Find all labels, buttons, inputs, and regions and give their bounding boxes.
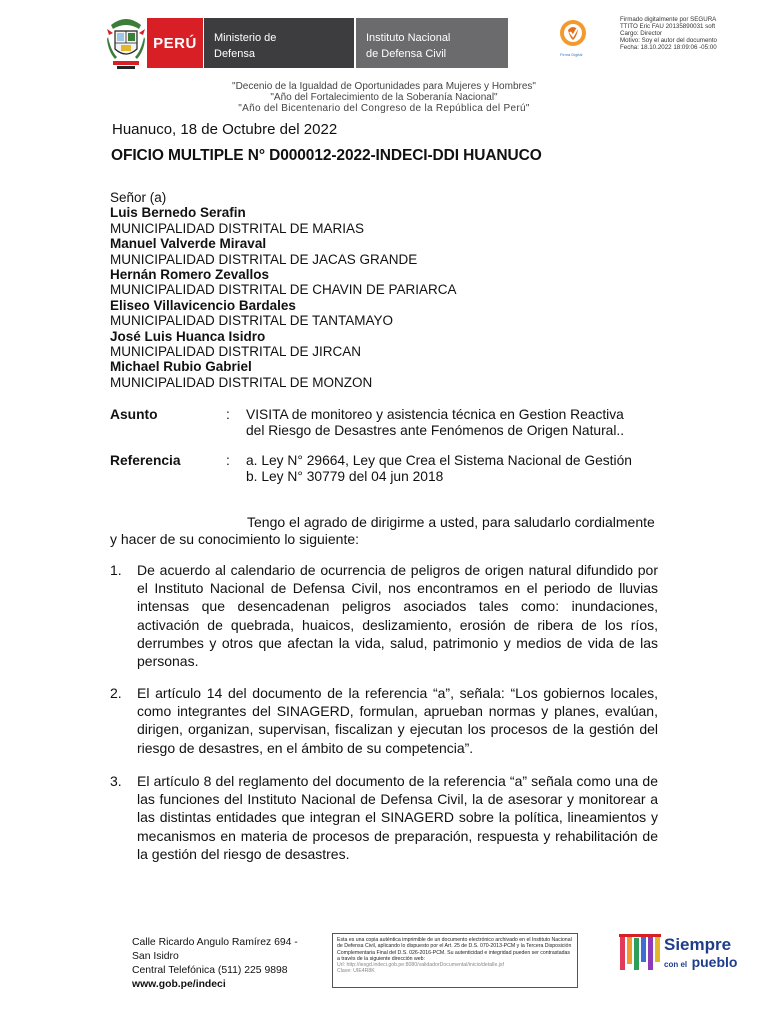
item-number: 1.: [110, 562, 122, 578]
referencia-colon: :: [226, 453, 230, 468]
instituto-line2: de Defensa Civil: [366, 48, 447, 60]
referencia-a: a. Ley N° 29664, Ley que Crea el Sistema Nacional de Gestión: [246, 453, 632, 468]
recipient-entity: MUNICIPALIDAD DISTRITAL DE CHAVIN DE PARIARCA: [110, 282, 457, 298]
pueblo-word: pueblo: [691, 954, 738, 970]
coat-of-arms-icon: [107, 15, 145, 73]
asunto-line1: VISITA de monitoreo y asistencia técnica en Gestion Reactiva: [246, 407, 624, 422]
recipient-name: José Luis Huanca Isidro: [110, 328, 266, 344]
year-slogans: [0, 81, 768, 114]
recipient-name: Manuel Valverde Miraval: [110, 236, 267, 252]
address-phone: Central Telefónica (511) 225 9898: [132, 965, 288, 976]
ministerio-box: [204, 18, 354, 68]
signature-line: Firmado digitalmente por SEGURA: [620, 16, 717, 23]
recipient-entity: MUNICIPALIDAD DISTRITAL DE JIRCAN: [110, 344, 362, 360]
siempre-word: Siempre: [664, 935, 732, 954]
recipient-entity: MUNICIPALIDAD DISTRITAL DE MONZON: [110, 374, 373, 390]
instituto-box: [356, 18, 508, 68]
document-title: OFICIO MULTIPLE N° D000012-2022-INDECI-DDI HUANUCO: [111, 147, 542, 164]
recipient-entity: MUNICIPALIDAD DISTRITAL DE MARIAS: [110, 220, 365, 236]
verification-key: Clave: UIE4R8K: [337, 968, 375, 975]
recipient-name: Hernán Romero Zevallos: [110, 267, 270, 283]
item-number: 2.: [110, 685, 122, 701]
referencia-b: b. Ley N° 30779 del 04 jun 2018: [246, 469, 444, 484]
recipient-name: Luis Bernedo Serafin: [110, 205, 246, 221]
instituto-line1: Instituto Nacional: [366, 32, 451, 44]
peru-label: PERÚ: [153, 34, 197, 52]
verification-url[interactable]: Url: http://iesgd.indeci.gob.pe:8080/validadorDocumental/inicio/detalle.jsf: [337, 962, 504, 969]
asunto-value: [246, 407, 666, 439]
salutation: Señor (a): [110, 190, 167, 205]
recipient-entity: MUNICIPALIDAD DISTRITAL DE JACAS GRANDE: [110, 251, 418, 267]
intro-line1: Tengo el agrado de dirigirme a usted, para saludarlo cordialmente: [247, 514, 655, 530]
intro-paragraph: [110, 514, 658, 548]
signature-line: Cargo: Director: [620, 30, 662, 37]
item-text: El artículo 8 del reglamento del documento de la referencia “a” señala como una de las funciones del Instituto Nacional de Defensa Civil, la de asesorar y monitorear a las distintas entidades que integran el SINAGERD sobre la política, lineamientos y mecanismos en materia de procesos de preparación, respuesta y rehabilitación de la gestión del riesgo de desastres.: [137, 773, 658, 862]
website-link[interactable]: www.gob.pe/indeci: [132, 979, 226, 990]
item-number: 3.: [110, 773, 122, 789]
item-text: El artículo 14 del documento de la referencia “a”, señala: “Los gobiernos locales, como integrantes del SINAGERD, formulan, aprueban normas y planes, evalúan, dirigen, organizan, supervisan, fiscalizan y ejecutan los procesos de la gestión del riesgo de desastres, en el ámbito de su competencia”.: [137, 685, 658, 756]
signature-line: Fecha: 18.10.2022 18:09:06 -05:00: [620, 44, 717, 51]
ministerio-line2: Defensa: [214, 48, 255, 60]
recipient-name: Michael Rubio Gabriel: [110, 359, 252, 375]
ministerio-line1: Ministerio de: [214, 32, 277, 44]
address-line2: San Isidro: [132, 951, 179, 962]
signature-line: TTITO Eric FAU 20135890031 soft: [620, 23, 716, 30]
siempre-con-el-pueblo-logo: [664, 936, 737, 972]
intro-line2: y hacer de su conocimiento lo siguiente:: [110, 531, 360, 547]
item-text: De acuerdo al calendario de ocurrencia de peligros de origen natural difundido por el Instituto Nacional de Defensa Civil, nos encontramos en el periodo de lluvias intensas que desencadenan peligros asociados tales como: inundaciones, activación de quebrada, huaicos, deslizamiento, erosión de ribera de los ríos, derrumbes y otros que afectan la vida, salud, patrimonio y medios de vida de las personas.: [137, 562, 658, 670]
siempre-con-el-pueblo-icon: [619, 934, 661, 972]
referencia-value: [246, 453, 666, 485]
con-el-word: con el: [664, 960, 688, 969]
asunto-label: Asunto: [110, 407, 158, 422]
peru-brand: [147, 18, 203, 68]
slogan-decenio: "Decenio de la Igualdad de Oportunidades para Mujeres y Hombres": [232, 81, 536, 92]
slogan-soberania: "Año del Fortalecimiento de la Soberanía Nacional": [270, 92, 498, 103]
firma-digital-caption: Firma Digital: [560, 52, 583, 57]
recipients-block: [110, 190, 457, 390]
digital-signature-block: [620, 16, 760, 51]
asunto-line2: del Riesgo de Desastres ante Fenómenos de Origen Natural..: [246, 423, 625, 438]
document-date: Huanuco, 18 de Octubre del 2022: [112, 121, 338, 138]
address-line1: Calle Ricardo Angulo Ramírez 694 -: [132, 937, 298, 948]
slogan-bicentenario: "Año del Bicentenario del Congreso de la República del Perú": [238, 103, 530, 114]
asunto-colon: :: [226, 407, 230, 422]
recipient-entity: MUNICIPALIDAD DISTRITAL DE TANTAMAYO: [110, 313, 394, 329]
verification-text: Esta es una copia auténtica imprimible de un documento electrónico archivado en el Instituto Nacional de Defensa Civil, aplicando lo dispuesto por el Art. 25 de D.S. 070-2013-PCM y la Tercera Disposición Complementaria Final del D.S. 026-2016-PCM. Su autenticidad e integridad pueden ser contrastadas a través de la siguiente dirección web:: [337, 937, 572, 962]
footer-address: [132, 936, 298, 992]
signature-line: Motivo: Soy el autor del documento: [620, 37, 717, 44]
referencia-label: Referencia: [110, 453, 181, 468]
recipient-name: Eliseo Villavicencio Bardales: [110, 297, 296, 313]
verification-box: [332, 933, 578, 988]
